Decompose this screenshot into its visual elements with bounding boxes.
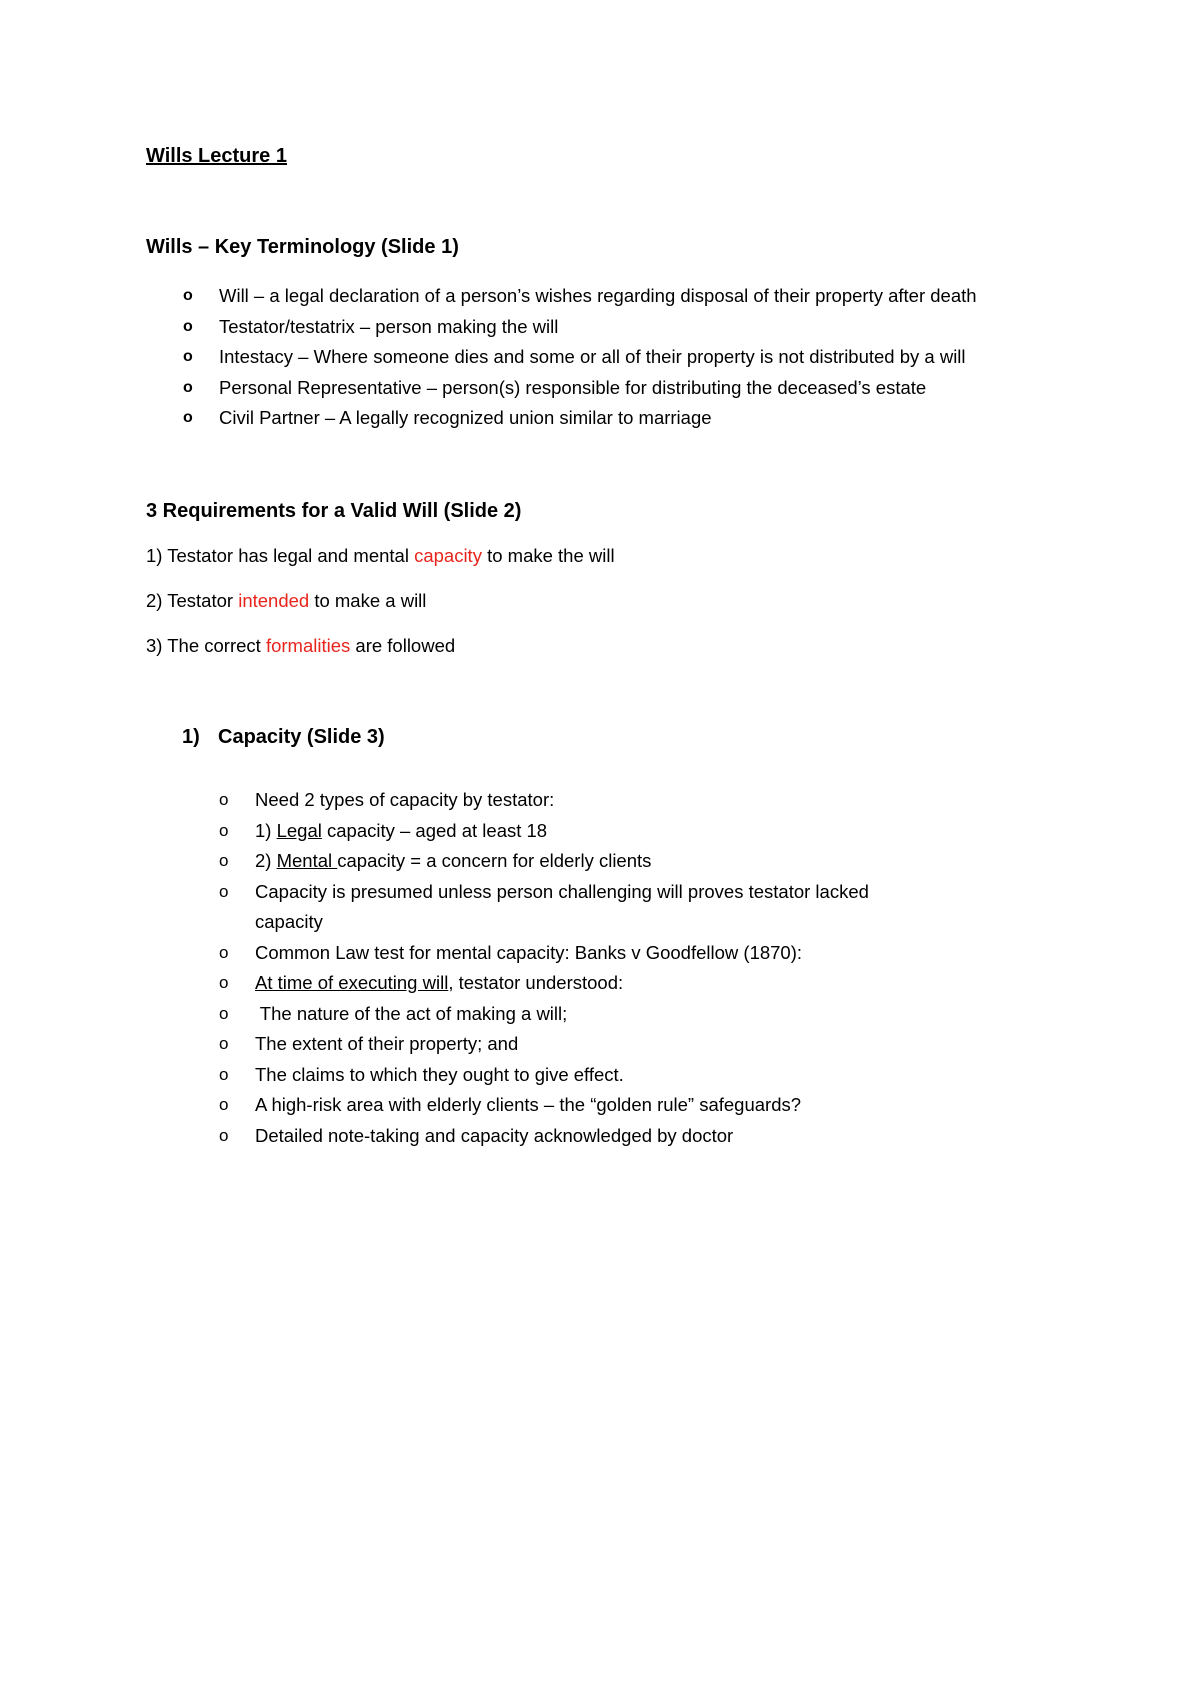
list-item: o The claims to which they ought to give effect. bbox=[255, 1060, 875, 1091]
requirement-item: 2) Testator intended to make a will bbox=[146, 590, 427, 611]
list-item: o 2) Mental capacity = a concern for elderly clients bbox=[255, 846, 875, 877]
bullet-icon: o bbox=[183, 409, 193, 426]
bullet-icon: o bbox=[183, 348, 193, 365]
list-item: o Need 2 types of capacity by testator: bbox=[255, 785, 875, 816]
terminology-heading: Wills – Key Terminology (Slide 1) bbox=[146, 236, 459, 258]
bullet-icon: o bbox=[219, 1064, 229, 1084]
requirements-heading: 3 Requirements for a Valid Will (Slide 2) bbox=[146, 500, 522, 522]
list-item: o A high-risk area with elderly clients – the “golden rule” safeguards? bbox=[255, 1090, 875, 1121]
list-item: o Civil Partner – A legally recognized union similar to marriage bbox=[219, 403, 977, 434]
list-item: o Will – a legal declaration of a person’s wishes regarding disposal of their property after death bbox=[219, 281, 977, 312]
bullet-icon: o bbox=[219, 851, 229, 870]
terminology-list bbox=[183, 281, 977, 434]
list-item: o Personal Representative – person(s) responsible for distributing the deceased’s estate bbox=[219, 373, 977, 404]
bullet-icon: o bbox=[219, 1125, 229, 1145]
capacity-heading: 1) Capacity (Slide 3) bbox=[182, 726, 385, 748]
document-title: Wills Lecture 1 bbox=[146, 145, 287, 167]
bullet-icon: o bbox=[183, 317, 193, 335]
list-item: o The nature of the act of making a will; bbox=[255, 999, 875, 1030]
list-item: o Common Law test for mental capacity: Banks v Goodfellow (1870): bbox=[255, 938, 875, 969]
bullet-icon: o bbox=[183, 287, 193, 304]
bullet-icon: o bbox=[183, 378, 193, 396]
bullet-icon: o bbox=[219, 1003, 229, 1023]
bullet-icon: o bbox=[219, 973, 229, 992]
list-item: o Detailed note-taking and capacity acknowledged by doctor bbox=[255, 1121, 875, 1152]
capacity-list bbox=[219, 785, 875, 1151]
highlight-term: intended bbox=[238, 590, 310, 611]
list-item: o Testator/testatrix – person making the will bbox=[219, 312, 977, 343]
requirement-item: 1) Testator has legal and mental capacity to make the will bbox=[146, 545, 615, 566]
list-item: o Intestacy – Where someone dies and some or all of their property is not distributed by a will bbox=[219, 342, 977, 373]
bullet-icon: o bbox=[219, 1095, 229, 1114]
requirement-item: 3) The correct formalities are followed bbox=[146, 635, 456, 656]
bullet-icon: o bbox=[219, 942, 229, 962]
highlight-term: formalities bbox=[265, 635, 351, 656]
highlight-term: capacity bbox=[414, 545, 482, 566]
bullet-icon: o bbox=[219, 881, 229, 901]
bullet-icon: o bbox=[219, 820, 229, 840]
list-item: o The extent of their property; and bbox=[255, 1029, 875, 1060]
bullet-icon: o bbox=[219, 790, 229, 809]
list-item: o Capacity is presumed unless person challenging will proves testator lacked capacity bbox=[255, 877, 875, 938]
list-item: o 1) Legal capacity – aged at least 18 bbox=[255, 816, 875, 847]
list-item: o At time of executing will, testator understood: bbox=[255, 968, 875, 999]
heading-number: 1) bbox=[182, 726, 200, 748]
bullet-icon: o bbox=[219, 1034, 229, 1053]
